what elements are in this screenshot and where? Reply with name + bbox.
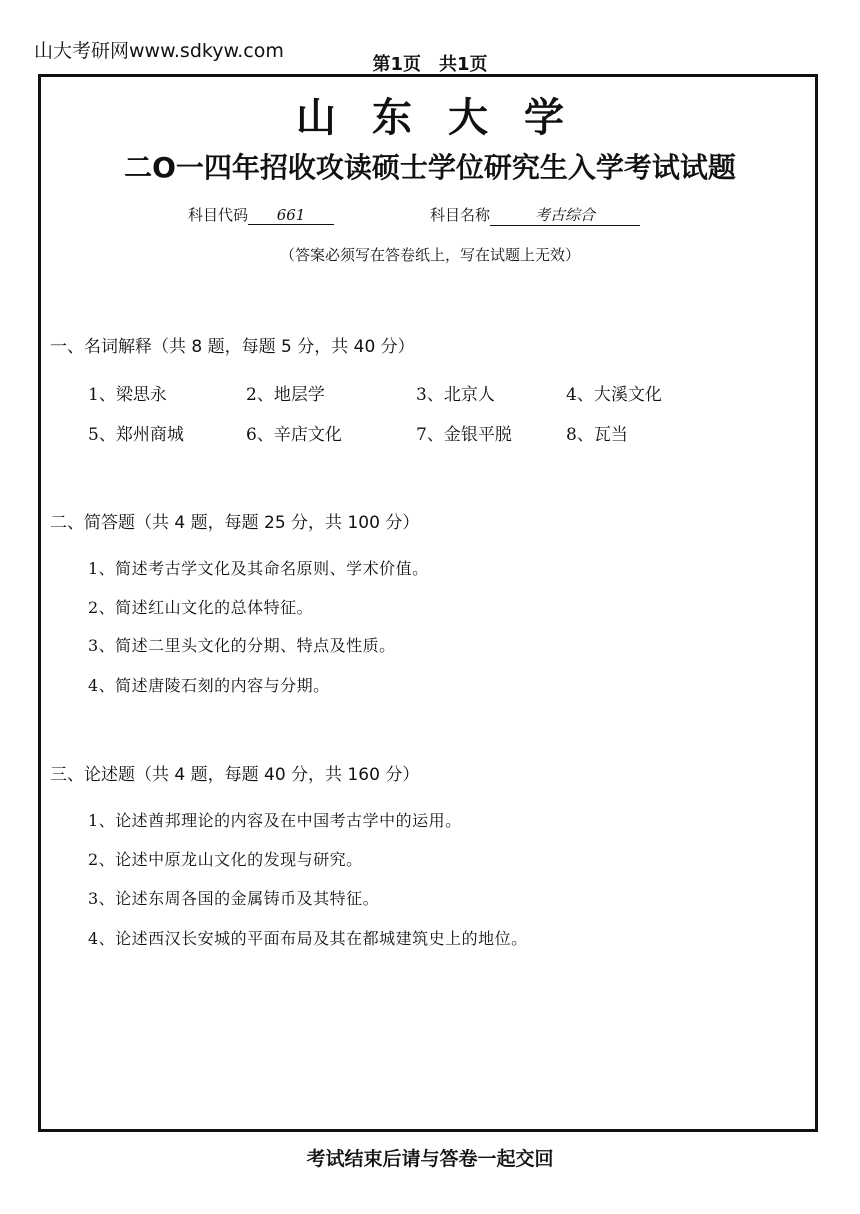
section-heading: 一、名词解释（共 8 题，每题 5 分，共 40 分） [50, 337, 415, 357]
term-item: 5、郑州商城 [88, 425, 184, 445]
question-item: 2、简述红山文化的总体特征。 [88, 598, 314, 617]
question-item: 4、论述西汉长安城的平面布局及其在都城建筑史上的地位。 [88, 929, 528, 948]
section-heading: 三、论述题（共 4 题，每题 40 分，共 160 分） [50, 765, 420, 785]
term-item: 3、北京人 [416, 385, 495, 405]
term-item: 6、辛店文化 [246, 425, 342, 445]
subject-code-value: 661 [248, 206, 334, 225]
footer-note: 考试结束后请与答卷一起交回 [306, 1148, 554, 1170]
page-number: 第1页 共1页 [372, 54, 488, 75]
question-item: 2、论述中原龙山文化的发现与研究。 [88, 850, 363, 869]
question-item: 1、论述酋邦理论的内容及在中国考古学中的运用。 [88, 811, 462, 830]
term-item: 8、瓦当 [566, 425, 628, 445]
term-item: 4、大溪文化 [566, 385, 662, 405]
exam-title: 二O一四年招收攻读硕士学位研究生入学考试试题 [124, 151, 736, 184]
question-item: 3、简述二里头文化的分期、特点及性质。 [88, 636, 396, 655]
term-item: 7、金银平脱 [416, 425, 512, 445]
site-watermark: 山大考研网www.sdkyw.com [34, 40, 284, 62]
section-heading: 二、简答题（共 4 题，每题 25 分，共 100 分） [50, 513, 420, 533]
subject-name [430, 204, 640, 226]
term-item: 2、地层学 [246, 385, 325, 405]
question-item: 1、简述考古学文化及其命名原则、学术价值。 [88, 559, 429, 578]
instruction-note: （答案必须写在答卷纸上，写在试题上无效） [279, 246, 580, 264]
subject-name-label: 科目名称 [430, 206, 491, 224]
question-item: 4、简述唐陵石刻的内容与分期。 [88, 676, 330, 695]
term-item: 1、梁思永 [88, 385, 167, 405]
subject-code [188, 204, 334, 225]
question-item: 3、论述东周各国的金属铸币及其特征。 [88, 889, 380, 908]
university-name: 山东大学 [296, 94, 600, 141]
subject-code-label: 科目代码 [188, 206, 249, 224]
subject-name-value: 考古综合 [490, 204, 640, 226]
